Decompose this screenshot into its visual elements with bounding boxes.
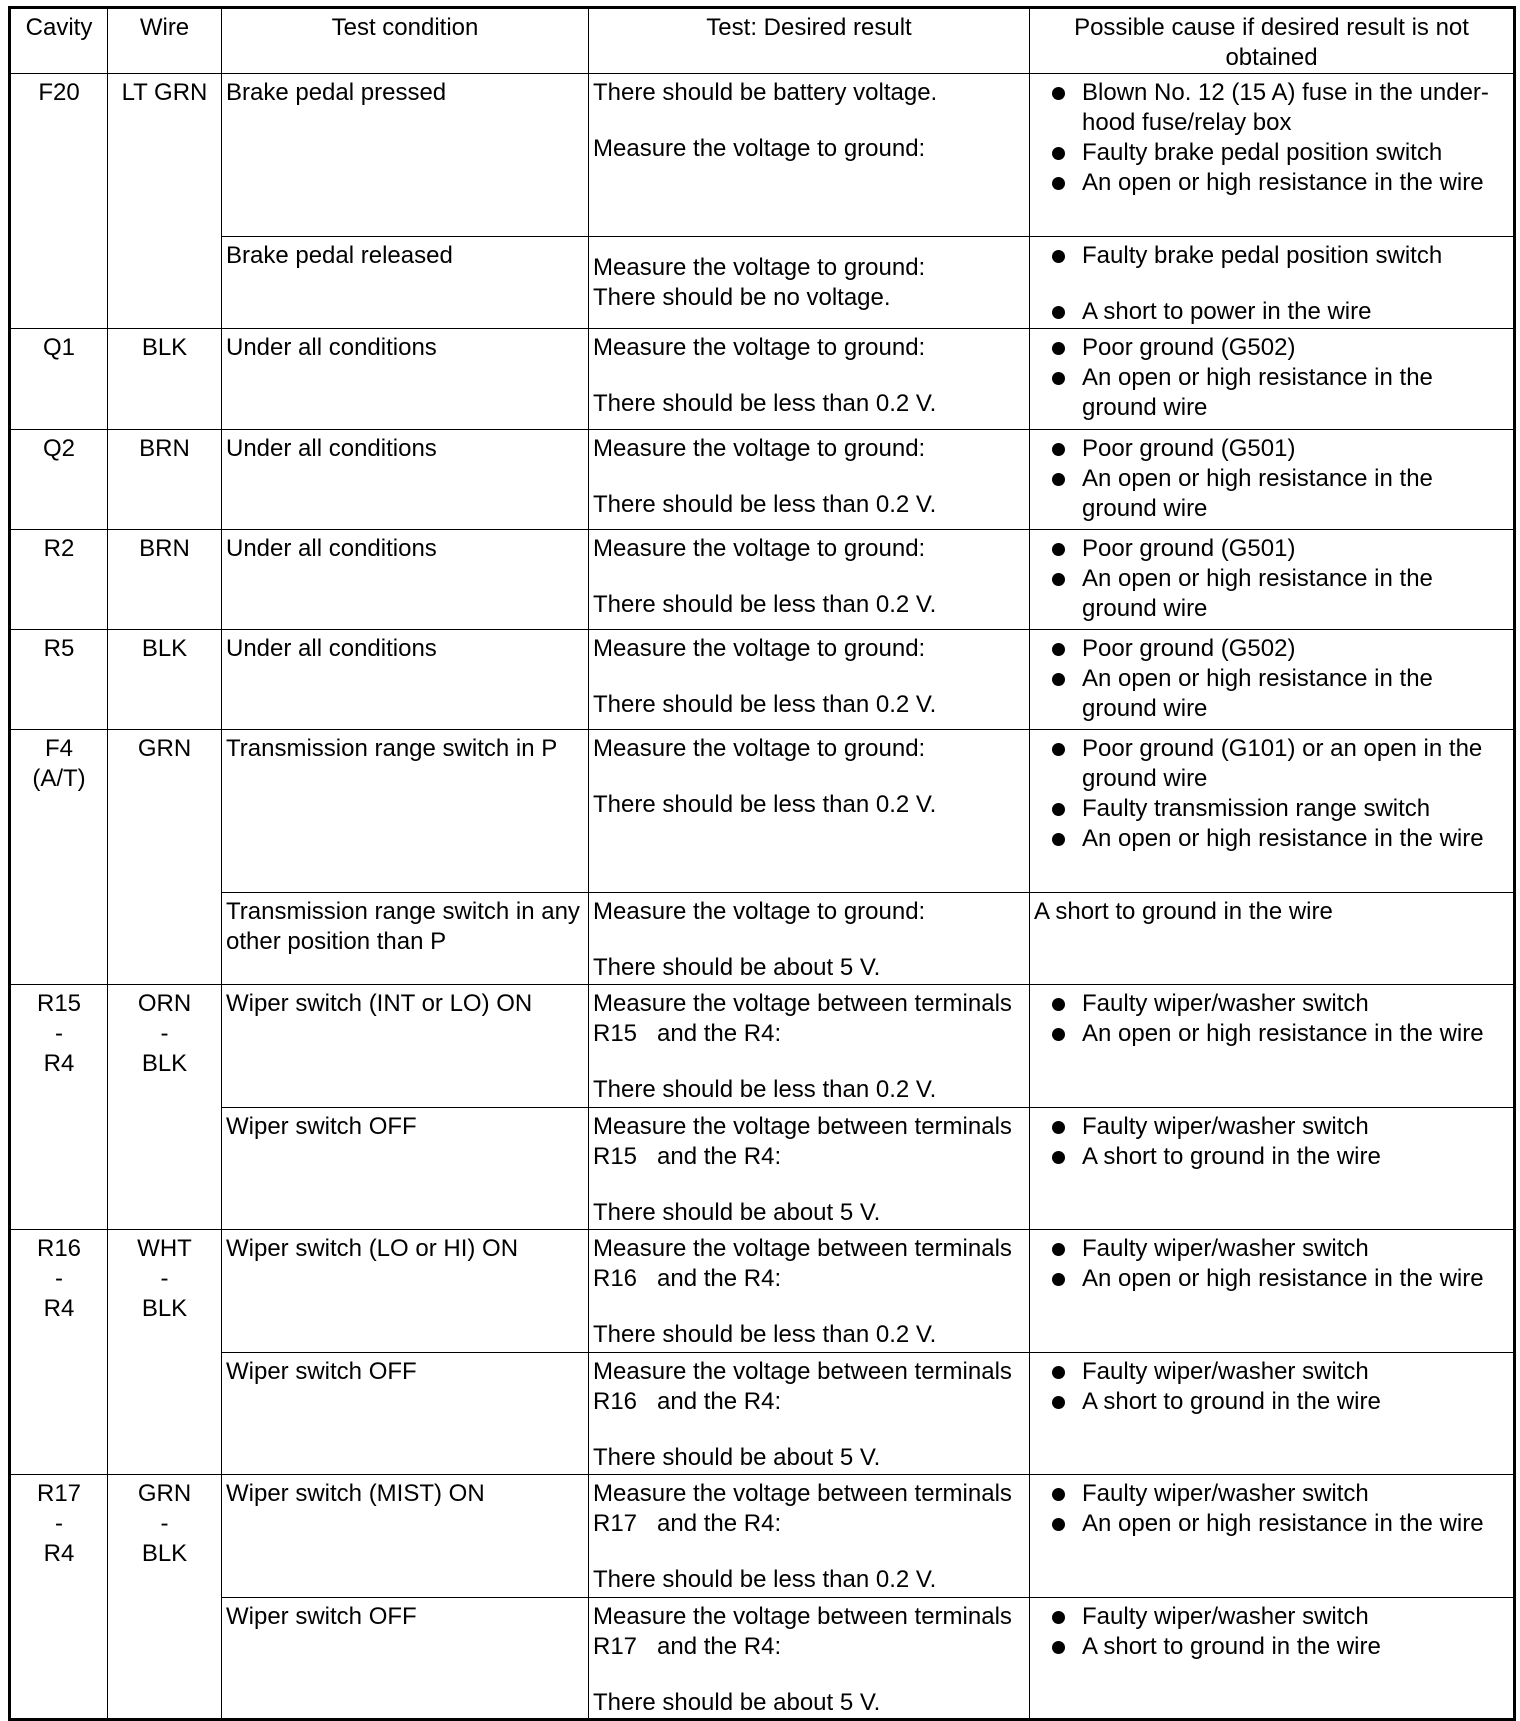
cause-item: An open or high resistance in the wire — [1034, 824, 1509, 854]
cavity-cell: F20 — [10, 74, 108, 329]
table-row — [10, 1353, 1515, 1475]
cause-item: An open or high resistance in the ground wire — [1034, 464, 1509, 524]
cavity-cell: R17 - R4 — [10, 1475, 108, 1720]
header-row — [10, 8, 1515, 74]
wire-cell: BRN — [108, 430, 222, 530]
cause-item: An open or high resistance in the wire — [1034, 168, 1509, 198]
test-condition-cell: Wiper switch OFF — [222, 1353, 589, 1475]
wire-cell: WHT - BLK — [108, 1230, 222, 1475]
cause-item: Blown No. 12 (15 A) fuse in the under-hood fuse/relay box — [1034, 78, 1509, 138]
cause-item: An open or high resistance in the ground wire — [1034, 363, 1509, 423]
desired-result-cell: Measure the voltage to ground: There should be no voltage. — [589, 237, 1030, 329]
cause-item: Poor ground (G501) — [1034, 434, 1509, 464]
cause-item: Faulty wiper/washer switch — [1034, 1602, 1509, 1632]
cause-item: A short to ground in the wire — [1034, 1632, 1509, 1662]
cause-item: Poor ground (G501) — [1034, 534, 1509, 564]
desired-result-cell: Measure the voltage to ground: There should be less than 0.2 V. — [589, 530, 1030, 630]
cavity-cell: R15 - R4 — [10, 985, 108, 1230]
desired-result-cell: Measure the voltage to ground: There should be less than 0.2 V. — [589, 630, 1030, 730]
cavity-cell: Q1 — [10, 329, 108, 430]
cause-item: Faulty wiper/washer switch — [1034, 1234, 1509, 1264]
wire-cell: ORN - BLK — [108, 985, 222, 1230]
possible-cause-cell — [1030, 1108, 1515, 1230]
test-condition-cell: Brake pedal pressed — [222, 74, 589, 237]
wire-cell: BRN — [108, 530, 222, 630]
possible-cause-cell — [1030, 985, 1515, 1108]
desired-result-cell: Measure the voltage between terminals R16 and the R4: There should be about 5 V. — [589, 1353, 1030, 1475]
header-possible-cause: Possible cause if desired result is not obtained — [1030, 8, 1515, 74]
cavity-cell: R16 - R4 — [10, 1230, 108, 1475]
cause-item: Poor ground (G502) — [1034, 333, 1509, 363]
possible-cause-cell — [1030, 329, 1515, 430]
cause-text: A short to ground in the wire — [1034, 898, 1333, 925]
header-wire: Wire — [108, 8, 222, 74]
cause-item: An open or high resistance in the ground wire — [1034, 564, 1509, 624]
cause-item: Faulty brake pedal position switch — [1034, 138, 1509, 168]
table-row — [10, 730, 1515, 893]
table-row — [10, 1475, 1515, 1598]
cause-item: Faulty wiper/washer switch — [1034, 1357, 1509, 1387]
cause-item: Poor ground (G502) — [1034, 634, 1509, 664]
desired-result-cell: Measure the voltage between terminals R17 and the R4: There should be less than 0.2 V. — [589, 1475, 1030, 1598]
cause-item: A short to power in the wire — [1034, 297, 1509, 327]
desired-result-cell: There should be battery voltage. Measure the voltage to ground: — [589, 74, 1030, 237]
test-condition-cell: Under all conditions — [222, 329, 589, 430]
cavity-cell: Q2 — [10, 430, 108, 530]
desired-result-cell: Measure the voltage to ground: There should be about 5 V. — [589, 893, 1030, 985]
possible-cause-cell — [1030, 237, 1515, 329]
test-condition-cell: Brake pedal released — [222, 237, 589, 329]
possible-cause-cell — [1030, 893, 1515, 985]
desired-result-cell: Measure the voltage between terminals R17 and the R4: There should be about 5 V. — [589, 1598, 1030, 1720]
possible-cause-cell — [1030, 1353, 1515, 1475]
desired-result-cell: Measure the voltage to ground: There should be less than 0.2 V. — [589, 730, 1030, 893]
cause-item: Faulty wiper/washer switch — [1034, 1112, 1509, 1142]
possible-cause-cell — [1030, 1230, 1515, 1353]
wire-cell: GRN - BLK — [108, 1475, 222, 1720]
possible-cause-cell — [1030, 730, 1515, 893]
desired-result-cell: Measure the voltage between terminals R16 and the R4: There should be less than 0.2 V. — [589, 1230, 1030, 1353]
cause-item: Faulty wiper/washer switch — [1034, 989, 1509, 1019]
cause-item: Faulty wiper/washer switch — [1034, 1479, 1509, 1509]
test-condition-cell: Wiper switch (MIST) ON — [222, 1475, 589, 1598]
cavity-cell: F4 (A/T) — [10, 730, 108, 985]
cause-item: A short to ground in the wire — [1034, 1387, 1509, 1417]
cavity-cell: R5 — [10, 630, 108, 730]
cavity-cell: R2 — [10, 530, 108, 630]
wire-cell: BLK — [108, 630, 222, 730]
wire-cell: LT GRN — [108, 74, 222, 329]
wire-cell: BLK — [108, 329, 222, 430]
troubleshooting-table — [8, 6, 1516, 1721]
possible-cause-cell — [1030, 1598, 1515, 1720]
table-row — [10, 430, 1515, 530]
desired-result-cell: Measure the voltage to ground: There should be less than 0.2 V. — [589, 430, 1030, 530]
desired-result-cell: Measure the voltage between terminals R15 and the R4: There should be less than 0.2 V. — [589, 985, 1030, 1108]
test-condition-cell: Under all conditions — [222, 630, 589, 730]
cause-item: An open or high resistance in the wire — [1034, 1019, 1509, 1049]
cause-item: A short to ground in the wire — [1034, 1142, 1509, 1172]
table-row — [10, 1108, 1515, 1230]
table-row — [10, 329, 1515, 430]
test-condition-cell: Wiper switch (LO or HI) ON — [222, 1230, 589, 1353]
header-desired-result: Test: Desired result — [589, 8, 1030, 74]
table-row — [10, 1230, 1515, 1353]
table-row — [10, 630, 1515, 730]
table-row — [10, 985, 1515, 1108]
table-row — [10, 1598, 1515, 1720]
possible-cause-cell — [1030, 430, 1515, 530]
test-condition-cell: Wiper switch (INT or LO) ON — [222, 985, 589, 1108]
test-condition-cell: Transmission range switch in P — [222, 730, 589, 893]
cause-item: An open or high resistance in the wire — [1034, 1264, 1509, 1294]
header-cavity: Cavity — [10, 8, 108, 74]
header-test-condition: Test condition — [222, 8, 589, 74]
wire-cell: GRN — [108, 730, 222, 985]
test-condition-cell: Transmission range switch in any other position than P — [222, 893, 589, 985]
cause-item: Poor ground (G101) or an open in the ground wire — [1034, 734, 1509, 794]
possible-cause-cell — [1030, 630, 1515, 730]
desired-result-cell: Measure the voltage to ground: There should be less than 0.2 V. — [589, 329, 1030, 430]
table-row — [10, 74, 1515, 237]
test-condition-cell: Under all conditions — [222, 530, 589, 630]
test-condition-cell: Wiper switch OFF — [222, 1598, 589, 1720]
desired-result-cell: Measure the voltage between terminals R15 and the R4: There should be about 5 V. — [589, 1108, 1030, 1230]
cause-item: An open or high resistance in the wire — [1034, 1509, 1509, 1539]
cause-item: An open or high resistance in the ground wire — [1034, 664, 1509, 724]
table-row — [10, 530, 1515, 630]
table-row — [10, 893, 1515, 985]
possible-cause-cell — [1030, 530, 1515, 630]
possible-cause-cell — [1030, 74, 1515, 237]
test-condition-cell: Under all conditions — [222, 430, 589, 530]
test-condition-cell: Wiper switch OFF — [222, 1108, 589, 1230]
table-row — [10, 237, 1515, 329]
cause-item: Faulty transmission range switch — [1034, 794, 1509, 824]
cause-item: Faulty brake pedal position switch — [1034, 241, 1509, 271]
possible-cause-cell — [1030, 1475, 1515, 1598]
